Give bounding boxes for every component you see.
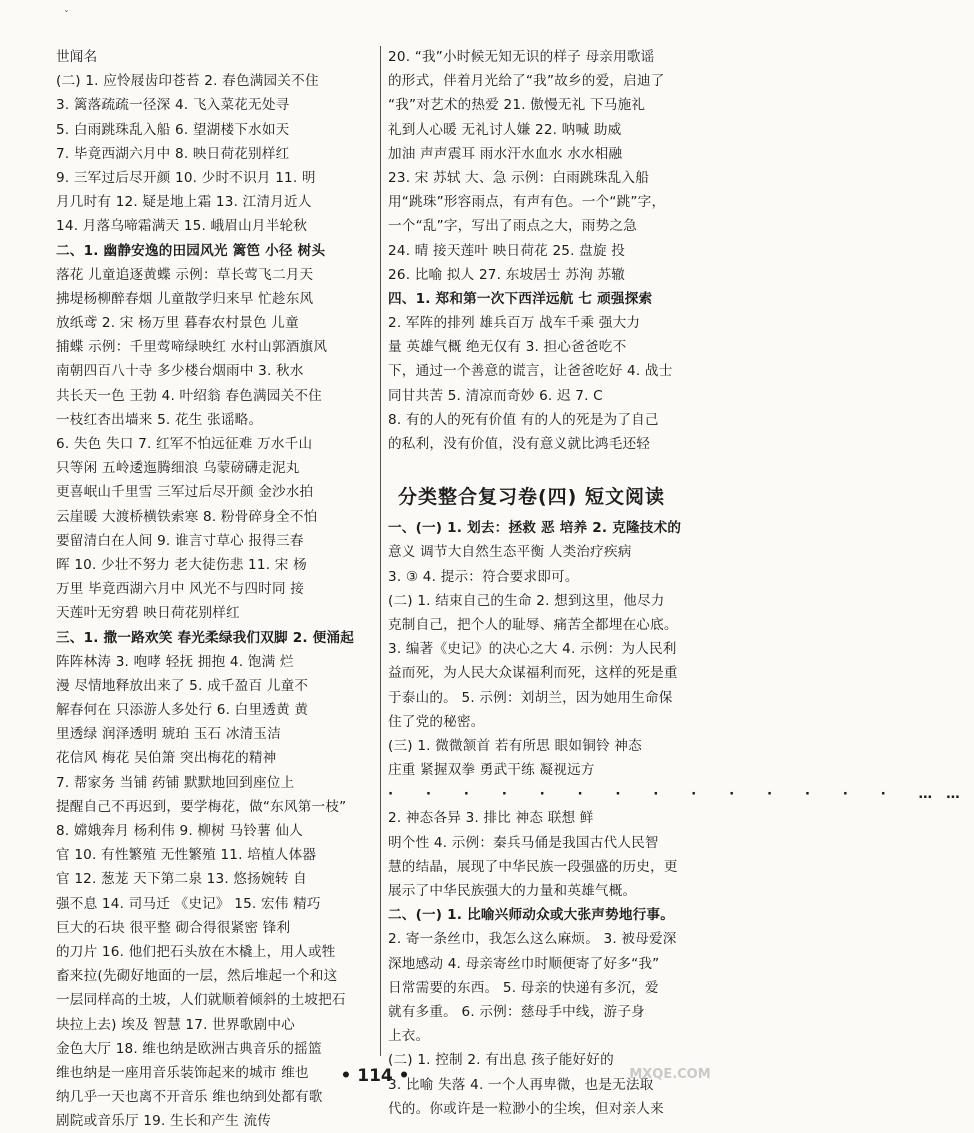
answer-line: 14. 月落乌啼霜满天 15. 峨眉山月半轮秋 (56, 218, 308, 235)
answer-line: 天莲叶无穷碧 映日荷花别样红 (56, 605, 240, 622)
answer-line: 8. 嫦娥奔月 杨利伟 9. 柳树 马铃薯 仙人 (56, 823, 303, 839)
answer-line: 慧的结晶，展现了中华民族一段强盛的历史，更 (388, 858, 678, 875)
answer-line: 的私利，没有价值，没有意义就比鸿毛还轻 (388, 436, 651, 452)
answer-line: 5. 白雨跳珠乱入船 6. 望湖楼下水如天 (56, 121, 290, 138)
section-heading: 分类整合复习卷(四) 短文阅读 (398, 486, 665, 509)
answer-line: 益而死，为人民大众谋福利而死，这样的死是重 (388, 665, 678, 682)
answer-line: 世闻名 (56, 49, 98, 65)
answer-line: 里透绿 润泽透明 琥珀 玉石 冰清玉洁 (56, 726, 281, 743)
answer-line: 万里 毕竟西湖六月中 风光不与四时同 接 (56, 581, 305, 598)
answer-line: 3. ③ 4. 提示：符合要求即可。 (388, 568, 579, 585)
answer-line: 放纸鸢 2. 宋 杨万里 暮春农村景色 儿童 (56, 315, 299, 332)
answer-line: 7. 毕竟西湖六月中 8. 映日荷花别样红 (56, 145, 290, 162)
answer-line: 二、(一) 1. 比喻兴师动众或大张声势地行事。 (388, 907, 674, 924)
answer-line: 只等闲 五岭逶迤腾细浪 乌蒙磅礴走泥丸 (56, 460, 300, 477)
answer-line: (三) 1. 微微颔首 若有所思 眼如铜铃 神态 (388, 737, 642, 754)
answer-line: 捕蝶 示例：千里莺啼绿映红 水村山郭酒旗风 (56, 339, 328, 356)
answer-line: “我”对艺术的热爱 21. 傲慢无礼 下马施礼 (388, 97, 646, 114)
answer-line: 拂堤杨柳醉春烟 儿童散学归来早 忙趁东风 (56, 290, 314, 307)
answer-line: 官 12. 葱茏 天下第二泉 13. 悠扬婉转 自 (56, 871, 307, 888)
answer-line: 就有多重。 6. 示例：慈母手中线，游子身 (388, 1003, 645, 1020)
left-answer-column (56, 45, 374, 1133)
answer-line: 2. 神态各异 3. 排比 神态 联想 鲜 (388, 810, 594, 827)
answer-line: 四、1. 郑和第一次下西洋远航 七 顽强探索 (388, 290, 653, 307)
answer-line: 提醒自己不再迟到，要学梅花，做“东风第一枝” (56, 798, 347, 815)
answer-line: 明个性 4. 示例：秦兵马俑是我国古代人民智 (388, 834, 659, 851)
answer-line: 2. 军阵的排列 雄兵百万 战车千乘 强大力 (388, 315, 641, 332)
right-answer-column (388, 45, 974, 1121)
column-divider (380, 46, 381, 1056)
answer-line: 下，通过一个善意的谎言，让爸爸吃好 4. 战士 (388, 363, 673, 380)
answer-line: 晖 10. 少壮不努力 老大徒伤悲 11. 宋 杨 (56, 556, 307, 573)
answer-line: 深地感动 4. 母亲寄丝巾时顺便寄了好多“我” (388, 955, 660, 972)
answer-line: (二) 1. 应怜屐齿印苍苔 2. 春色满园关不住 (56, 73, 319, 90)
answer-line: 纳几乎一天也离不开音乐 维也纳到处都有歌 (56, 1089, 323, 1106)
answer-line: 的形式，伴着月光给了“我”故乡的爱，启迪了 (388, 73, 665, 90)
answer-line: 一个“乱”字，写出了雨点之大，雨势之急 (388, 218, 637, 235)
answer-line: 庄重 紧握双拳 勇武干练 凝视远方 (388, 762, 595, 779)
answer-line: 块拉上去) 埃及 智慧 17. 世界歌剧中心 (56, 1016, 295, 1033)
answer-line: 意义 调节大自然生态平衡 人类治疗疾病 (388, 544, 632, 561)
right-top-answers (388, 45, 710, 456)
answer-line: 更喜岷山千里雪 三军过后尽开颜 金沙水拍 (56, 484, 314, 501)
answer-line: 3. 篱落疏疏一径深 4. 飞入菜花无处寻 (56, 97, 290, 114)
answer-line: 的刀片 16. 他们把石头放在木橇上，用人或牲 (56, 943, 336, 960)
answer-line: 26. 比喻 拟人 27. 东坡居士 苏洵 苏辙 (388, 266, 626, 283)
answer-line: 解春何在 只添游人多处行 6. 白里透黄 黄 (56, 702, 309, 719)
answer-line: 落花 儿童追逐黄蝶 示例：草长莺飞二月天 (56, 266, 314, 283)
answer-line: 展示了中华民族强大的力量和英雄气概。 (388, 883, 637, 899)
answer-line: 要留清白在人间 9. 谁言寸草心 报得三春 (56, 532, 304, 549)
answer-line: 二、1. 幽静安逸的田园风光 篱笆 小径 树头 (56, 242, 326, 259)
answer-line: 8. 有的人的死有价值 有的人的死是为了自己 (388, 411, 659, 428)
answer-line: 3. 编著《史记》的决心之大 4. 示例：为人民利 (388, 641, 677, 658)
answer-line: 3. 比喻 失落 4. 一个人再卑微，也是无法取 (388, 1076, 654, 1093)
answer-line: 于泰山的。 5. 示例：刘胡兰，因为她用生命保 (388, 689, 673, 706)
answer-line: 礼到人心暖 无礼讨人嫌 22. 呐喊 助威 (388, 121, 622, 138)
answer-line: 24. 晴 接天莲叶 映日荷花 25. 盘旋 投 (388, 242, 626, 259)
answer-line: 一、(一) 1. 划去：拯救 恶 培养 2. 克隆技术的 (388, 520, 682, 537)
answer-line: 克制自己，把个人的耻辱、痛苦全都埋在心底。 (388, 616, 678, 633)
answer-line: 2. 寄一条丝巾，我怎么这么麻烦。 3. 被母爱深 (388, 931, 677, 948)
answer-line: 23. 宋 苏轼 大、急 示例：白雨跳珠乱入船 (388, 169, 650, 186)
site-watermark: MXQE.COM (629, 1067, 711, 1082)
answer-line: 阵阵林涛 3. 咆哮 轻抚 拥抱 4. 饱满 烂 (56, 653, 294, 670)
answer-line: 南朝四百八十寺 多少楼台烟雨中 3. 秋水 (56, 363, 304, 380)
answer-line: 6. 失色 失口 7. 红军不怕远征难 万水千山 (56, 436, 313, 452)
answer-line: 强不息 14. 司马迁 《史记》 15. 宏伟 精巧 (56, 895, 321, 912)
answer-line: 代的。你或许是一粒渺小的尘埃，但对亲人来 (388, 1100, 664, 1117)
answer-line: 一枝红杏出墙来 5. 花生 张谣略。 (56, 411, 263, 428)
page-number: • 114 • (340, 1066, 410, 1086)
answer-line: 9. 三军过后尽开颜 10. 少时不识月 11. 明 (56, 169, 316, 186)
answer-line: 日常需要的东西。 5. 母亲的快递有多沉，爱 (388, 979, 659, 996)
answer-line: 共长天一色 王勃 4. 叶绍翁 春色满园关不住 (56, 387, 322, 404)
answer-line: 维也纳是一座用音乐装饰起来的城市 维也 (56, 1064, 309, 1081)
answer-line: 上衣。 (388, 1028, 430, 1045)
answer-line: 官 10. 有性繁殖 无性繁殖 11. 培植人体器 (56, 847, 317, 864)
answer-line: 20. “我”小时候无知无识的样子 母亲用歌谣 (388, 49, 655, 65)
answer-line: 漫 尽情地释放出来了 5. 成千盈百 儿童不 (56, 677, 309, 694)
answer-line: 巨大的石块 很平整 砌合得很紧密 锋利 (56, 919, 291, 936)
answer-line: 住了党的秘密。 (388, 713, 485, 730)
answer-line: 三、1. 撒一路欢笑 春光柔绿我们双脚 2. 便涌起 (56, 629, 355, 646)
answer-line: 畜来拉(先砌好地面的一层，然后堆起一个和这 (56, 968, 338, 985)
corner-mark: ˇ (64, 10, 69, 21)
answer-line: (二) 1. 控制 2. 有出息 孩子能好好的 (388, 1052, 614, 1069)
answer-line: 一层同样高的土坡，人们就顺着倾斜的土坡把石 (56, 992, 346, 1009)
answer-line: 花信风 梅花 吴伯箫 突出梅花的精神 (56, 750, 277, 767)
answer-line: · · · · · · · · · · · · · · …… (388, 786, 974, 803)
right-bottom-answers (388, 516, 974, 1121)
answer-line: (二) 1. 结束自己的生命 2. 想到这里，他尽力 (388, 592, 665, 609)
answer-line: 金色大厅 18. 维也纳是欧洲古典音乐的摇篮 (56, 1040, 322, 1057)
answer-line: 用“跳珠”形容雨点，有声有色。一个“跳”字， (388, 194, 666, 211)
answer-line: 加油 声声震耳 雨水汗水血水 水水相融 (388, 145, 623, 162)
answer-line: 云崖暖 大渡桥横铁索寒 8. 粉骨碎身全不怕 (56, 508, 318, 525)
answer-line: 同甘共苦 5. 清凉而奇妙 6. 迟 7. C (388, 387, 603, 404)
answer-line: 月几时有 12. 疑是地上霜 13. 江清月近人 (56, 194, 312, 211)
answer-line: 剧院或音乐厅 19. 生长和产生 流传 (56, 1113, 272, 1130)
answer-line: 7. 帮家务 当铺 药铺 默默地回到座位上 (56, 774, 295, 791)
answer-line: 量 英雄气概 绝无仅有 3. 担心爸爸吃不 (388, 339, 627, 356)
